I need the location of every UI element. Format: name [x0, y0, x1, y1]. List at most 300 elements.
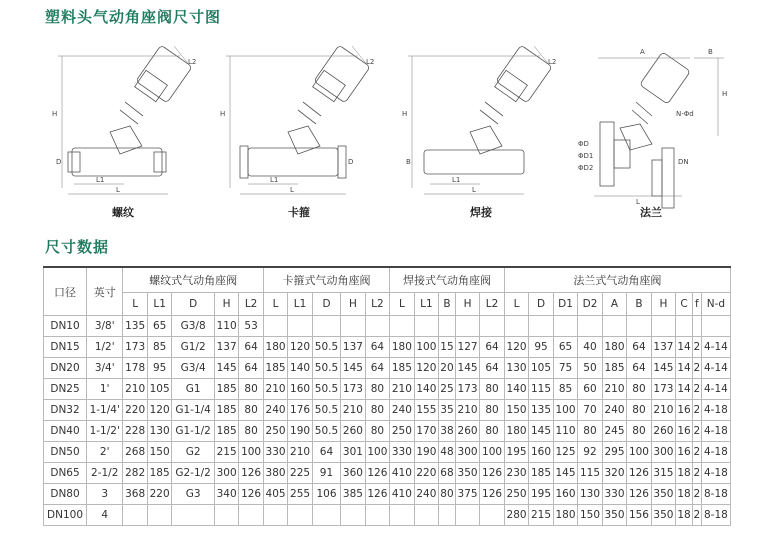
table-cell: 16 [676, 442, 693, 463]
header-col-3-8: f [692, 293, 701, 316]
table-row [44, 463, 731, 484]
table-cell: 225 [288, 463, 312, 484]
table-cell: 160 [553, 484, 577, 505]
table-cell: 145 [341, 358, 365, 379]
table-cell: 260 [341, 421, 365, 442]
drawing1-l2-label: L2 [188, 58, 197, 66]
table-cell [341, 316, 365, 337]
table-cell: 65 [553, 337, 577, 358]
table-cell: 8-18 [701, 484, 730, 505]
table-cell: 2 [692, 421, 701, 442]
table-cell: 195 [529, 484, 553, 505]
header-col-3-3: D2 [578, 293, 602, 316]
table-cell: 126 [480, 484, 504, 505]
table-row [44, 505, 731, 526]
table-cell: 64 [627, 358, 651, 379]
table-cell: 2 [692, 463, 701, 484]
table-cell [147, 505, 171, 526]
table-cell: 14 [676, 337, 693, 358]
table-cell: 4-14 [701, 379, 730, 400]
table-row [44, 400, 731, 421]
drawing2-h-label: H [220, 110, 226, 118]
table-cell: 64 [239, 358, 263, 379]
table-cell [578, 316, 602, 337]
table-cell: 40 [578, 337, 602, 358]
table-cell: 360 [341, 463, 365, 484]
table-cell: 80 [365, 379, 389, 400]
table-cell: 16 [676, 421, 693, 442]
header-col-3-2: D1 [553, 293, 577, 316]
drawing3-l-label: L [472, 186, 476, 194]
cell-inch: 2' [87, 442, 123, 463]
table-cell: 2 [692, 337, 701, 358]
header-col-1-0: L [263, 293, 287, 316]
table-cell [627, 316, 651, 337]
table-cell: 282 [123, 463, 147, 484]
table-cell: 350 [651, 505, 675, 526]
table-cell: 268 [123, 442, 147, 463]
table-cell: 4-14 [701, 358, 730, 379]
header-inch: 英寸 [87, 267, 123, 316]
table-cell: 137 [341, 337, 365, 358]
table-cell: 135 [123, 316, 147, 337]
table-cell: 68 [439, 463, 456, 484]
table-cell: 70 [578, 400, 602, 421]
table-cell: 60 [578, 379, 602, 400]
table-cell [439, 505, 456, 526]
table-cell: 4-14 [701, 337, 730, 358]
header-col-2-2: B [439, 293, 456, 316]
table-cell: 18 [676, 484, 693, 505]
header-diameter: 口径 [44, 267, 87, 316]
table-cell: G2-1/2 [172, 463, 214, 484]
drawing3-l1-label: L1 [452, 176, 461, 184]
table-cell: G1-1/4 [172, 400, 214, 421]
table-cell: 190 [288, 421, 312, 442]
table-cell: 140 [414, 379, 438, 400]
drawing3-b-label: B [406, 158, 411, 166]
table-cell: 150 [147, 442, 171, 463]
table-cell: 80 [627, 421, 651, 442]
cell-dn: DN32 [44, 400, 87, 421]
table-cell: 178 [123, 358, 147, 379]
drawing4-a-label: A [640, 48, 645, 56]
table-cell: 50.5 [312, 400, 340, 421]
cell-inch: 1/2' [87, 337, 123, 358]
header-col-3-9: N-d [701, 293, 730, 316]
table-cell [651, 316, 675, 337]
table-cell: 126 [480, 463, 504, 484]
table-cell: 4-18 [701, 442, 730, 463]
table-cell: 145 [214, 358, 238, 379]
table-cell [692, 316, 701, 337]
table-cell: 295 [602, 442, 626, 463]
table-cell: 368 [123, 484, 147, 505]
cell-inch: 1-1/2' [87, 421, 123, 442]
table-cell: 190 [414, 442, 438, 463]
table-cell [504, 316, 528, 337]
table-cell: 80 [365, 400, 389, 421]
table-cell [365, 505, 389, 526]
table-cell: 100 [480, 442, 504, 463]
table-cell [414, 505, 438, 526]
table-cell: 210 [123, 379, 147, 400]
table-cell: 260 [455, 421, 479, 442]
table-cell [439, 316, 456, 337]
table-cell: 106 [312, 484, 340, 505]
table-cell: 185 [390, 358, 414, 379]
table-cell: 126 [627, 484, 651, 505]
table-cell: 80 [239, 400, 263, 421]
drawing4-l-label: L [636, 198, 640, 206]
table-cell: 91 [312, 463, 340, 484]
table-cell: 410 [390, 463, 414, 484]
table-row [44, 379, 731, 400]
drawing-caption-weld: 焊接 [470, 206, 492, 219]
table-cell [263, 505, 287, 526]
table-cell: 173 [123, 337, 147, 358]
cell-inch: 2-1/2 [87, 463, 123, 484]
table-cell: 330 [390, 442, 414, 463]
table-cell: 115 [529, 379, 553, 400]
table-cell: 300 [651, 442, 675, 463]
table-cell: 280 [504, 505, 528, 526]
drawing3-l2-label: L2 [548, 58, 557, 66]
table-cell: 220 [123, 400, 147, 421]
dimension-table [43, 266, 731, 526]
table-cell: 255 [288, 484, 312, 505]
table-cell: 125 [553, 442, 577, 463]
table-cell: 126 [627, 463, 651, 484]
table-cell: 50.5 [312, 379, 340, 400]
table-cell: 2 [692, 484, 701, 505]
header-col-0-4: L2 [239, 293, 263, 316]
table-cell: 340 [214, 484, 238, 505]
table-cell: 2 [692, 505, 701, 526]
table-cell: 110 [214, 316, 238, 337]
table-cell: 185 [214, 400, 238, 421]
table-cell: 120 [414, 358, 438, 379]
drawing4-b-label: B [708, 48, 713, 56]
table-cell: 180 [390, 337, 414, 358]
table-cell: 173 [455, 379, 479, 400]
table-cell: 4-18 [701, 463, 730, 484]
table-cell: 173 [651, 379, 675, 400]
table-cell: 210 [288, 442, 312, 463]
table-cell: 375 [455, 484, 479, 505]
table-cell: 105 [529, 358, 553, 379]
table-cell: 210 [263, 379, 287, 400]
cell-dn: DN65 [44, 463, 87, 484]
table-cell [480, 505, 504, 526]
table-cell: 100 [239, 442, 263, 463]
table-cell [390, 316, 414, 337]
header-col-3-4: A [602, 293, 626, 316]
table-cell: 80 [578, 421, 602, 442]
drawing-caption-clamp: 卡箍 [288, 206, 310, 219]
table-cell: 210 [651, 400, 675, 421]
drawing2-l-label: L [290, 186, 294, 194]
header-col-3-5: B [627, 293, 651, 316]
table-cell [480, 316, 504, 337]
table-cell: 4-18 [701, 400, 730, 421]
table-cell [553, 316, 577, 337]
table-cell: 250 [390, 421, 414, 442]
table-cell: 155 [414, 400, 438, 421]
cell-inch: 3 [87, 484, 123, 505]
table-cell: 80 [365, 421, 389, 442]
table-cell: 140 [504, 379, 528, 400]
table-cell: 170 [414, 421, 438, 442]
table-cell: 330 [602, 484, 626, 505]
table-cell: G1/2 [172, 337, 214, 358]
table-cell [341, 505, 365, 526]
table-cell: 38 [439, 421, 456, 442]
table-cell: 240 [602, 400, 626, 421]
table-cell: 130 [504, 358, 528, 379]
table-cell [529, 316, 553, 337]
table-cell: 2 [692, 379, 701, 400]
table-cell: 75 [553, 358, 577, 379]
table-cell: 85 [147, 337, 171, 358]
table-cell [312, 505, 340, 526]
table-cell [414, 316, 438, 337]
table-cell: 220 [414, 463, 438, 484]
table-row [44, 484, 731, 505]
section-title-drawings: 塑料头气动角座阀尺寸图 [45, 8, 222, 26]
table-cell: 320 [602, 463, 626, 484]
table-cell: 80 [627, 379, 651, 400]
table-row [44, 337, 731, 358]
drawing2-l1-label: L1 [270, 176, 279, 184]
table-cell: 185 [263, 358, 287, 379]
table-cell: 126 [239, 463, 263, 484]
table-cell [365, 316, 389, 337]
table-cell: 115 [578, 463, 602, 484]
table-cell: 64 [239, 337, 263, 358]
table-cell: 185 [214, 379, 238, 400]
table-cell [172, 505, 214, 526]
table-cell: 105 [147, 379, 171, 400]
table-cell: 80 [480, 400, 504, 421]
table-cell: 140 [288, 358, 312, 379]
table-cell: 301 [341, 442, 365, 463]
cell-inch: 1' [87, 379, 123, 400]
table-cell: 64 [365, 337, 389, 358]
header-col-1-3: H [341, 293, 365, 316]
cell-dn: DN25 [44, 379, 87, 400]
table-cell: 230 [504, 463, 528, 484]
table-cell: 240 [263, 400, 287, 421]
drawing-flange [578, 36, 738, 206]
table-cell: 240 [414, 484, 438, 505]
table-cell: 260 [651, 421, 675, 442]
table-cell: 64 [480, 337, 504, 358]
table-cell: 130 [147, 421, 171, 442]
table-cell: 350 [651, 484, 675, 505]
header-col-1-2: D [312, 293, 340, 316]
table-cell [390, 505, 414, 526]
table-cell: 330 [263, 442, 287, 463]
drawing-clamp [218, 36, 388, 201]
drawing2-d-label: D [348, 158, 354, 166]
table-cell: 15 [439, 337, 456, 358]
table-cell: 126 [239, 484, 263, 505]
table-cell: 350 [455, 463, 479, 484]
table-cell: 250 [263, 421, 287, 442]
drawing4-d-label: ΦD [578, 140, 589, 148]
drawing-caption-flange: 法兰 [640, 206, 662, 219]
table-cell [239, 505, 263, 526]
table-cell: 18 [676, 505, 693, 526]
table-cell: 100 [627, 442, 651, 463]
table-cell: 50.5 [312, 358, 340, 379]
table-cell: 64 [365, 358, 389, 379]
drawing4-h-label: H [722, 90, 728, 98]
drawing4-d1-label: ΦD1 [578, 152, 594, 160]
table-cell: G3/4 [172, 358, 214, 379]
header-col-2-1: L1 [414, 293, 438, 316]
table-cell: 135 [529, 400, 553, 421]
table-cell: 126 [365, 484, 389, 505]
table-cell: 80 [239, 379, 263, 400]
table-cell: 110 [553, 421, 577, 442]
table-cell: G1 [172, 379, 214, 400]
header-group-1: 卡箍式气动角座阀 [263, 267, 389, 293]
header-group-3: 法兰式气动角座阀 [504, 267, 730, 293]
table-cell: 25 [439, 379, 456, 400]
table-cell: 405 [263, 484, 287, 505]
header-col-0-1: L1 [147, 293, 171, 316]
table-row [44, 421, 731, 442]
table-cell: 145 [455, 358, 479, 379]
table-cell: 185 [214, 421, 238, 442]
table-cell: 195 [504, 442, 528, 463]
table-cell: 126 [365, 463, 389, 484]
header-col-2-4: L2 [480, 293, 504, 316]
drawing4-dn-label: DN [678, 158, 689, 166]
table-cell: 173 [341, 379, 365, 400]
cell-dn: DN20 [44, 358, 87, 379]
drawing1-l1-label: L1 [96, 176, 105, 184]
table-cell: G2 [172, 442, 214, 463]
section-title-dimensions: 尺寸数据 [45, 238, 110, 256]
header-col-3-6: H [651, 293, 675, 316]
table-cell: 16 [676, 400, 693, 421]
header-col-1-4: L2 [365, 293, 389, 316]
table-cell: 2 [692, 442, 701, 463]
table-cell: 245 [602, 421, 626, 442]
table-cell: 14 [676, 379, 693, 400]
table-cell: 137 [651, 337, 675, 358]
table-cell: 228 [123, 421, 147, 442]
drawing1-d-label: D [56, 158, 62, 166]
table-cell: 20 [439, 358, 456, 379]
drawing1-h-label: H [52, 110, 58, 118]
drawing4-d2-label: ΦD2 [578, 164, 594, 172]
header-col-3-1: D [529, 293, 553, 316]
table-cell: 180 [504, 421, 528, 442]
table-cell: 8-18 [701, 505, 730, 526]
cell-inch: 3/4' [87, 358, 123, 379]
table-cell: 2 [692, 400, 701, 421]
table-cell: 50.5 [312, 337, 340, 358]
table-cell: 120 [147, 400, 171, 421]
table-cell: G1-1/2 [172, 421, 214, 442]
header-col-3-0: L [504, 293, 528, 316]
table-cell: 185 [602, 358, 626, 379]
table-cell: 315 [651, 463, 675, 484]
table-cell: 130 [578, 484, 602, 505]
table-cell: 300 [214, 463, 238, 484]
table-cell [288, 505, 312, 526]
table-cell [123, 505, 147, 526]
dimension-drawings [0, 36, 768, 222]
table-cell: 120 [504, 337, 528, 358]
table-cell: 250 [504, 484, 528, 505]
table-cell: 2 [692, 358, 701, 379]
header-col-2-0: L [390, 293, 414, 316]
table-cell: 80 [439, 484, 456, 505]
table-cell: 240 [390, 400, 414, 421]
table-cell: 215 [529, 505, 553, 526]
table-cell: 185 [529, 463, 553, 484]
drawing1-l-label: L [116, 186, 120, 194]
table-cell: 210 [602, 379, 626, 400]
table-cell: 50 [578, 358, 602, 379]
table-cell: 53 [239, 316, 263, 337]
drawing2-l2-label: L2 [366, 58, 375, 66]
table-cell: 92 [578, 442, 602, 463]
header-group-2: 焊接式气动角座阀 [390, 267, 505, 293]
table-cell [214, 505, 238, 526]
table-cell: 64 [480, 358, 504, 379]
table-cell: 350 [602, 505, 626, 526]
table-cell: 410 [390, 484, 414, 505]
table-cell: 145 [651, 358, 675, 379]
table-cell: 18 [676, 463, 693, 484]
table-cell [312, 316, 340, 337]
cell-dn: DN50 [44, 442, 87, 463]
table-cell: 100 [365, 442, 389, 463]
table-cell: 100 [414, 337, 438, 358]
table-cell: 65 [147, 316, 171, 337]
table-cell: 300 [455, 442, 479, 463]
table-cell: 64 [312, 442, 340, 463]
table-cell: 50.5 [312, 421, 340, 442]
table-cell: 145 [553, 463, 577, 484]
table-row [44, 442, 731, 463]
cell-inch: 1-1/4' [87, 400, 123, 421]
table-cell: G3 [172, 484, 214, 505]
cell-inch: 4 [87, 505, 123, 526]
header-col-0-3: H [214, 293, 238, 316]
table-cell: 80 [627, 400, 651, 421]
table-row [44, 316, 731, 337]
cell-inch: 3/8' [87, 316, 123, 337]
table-cell: G3/8 [172, 316, 214, 337]
table-cell: 48 [439, 442, 456, 463]
table-cell: 180 [263, 337, 287, 358]
header-group-0: 螺纹式气动角座阀 [123, 267, 263, 293]
table-cell: 156 [627, 505, 651, 526]
header-col-0-2: D [172, 293, 214, 316]
table-row [44, 358, 731, 379]
table-cell: 180 [553, 505, 577, 526]
drawing-threaded [50, 36, 210, 201]
drawing-weld [400, 36, 570, 201]
table-cell: 220 [147, 484, 171, 505]
